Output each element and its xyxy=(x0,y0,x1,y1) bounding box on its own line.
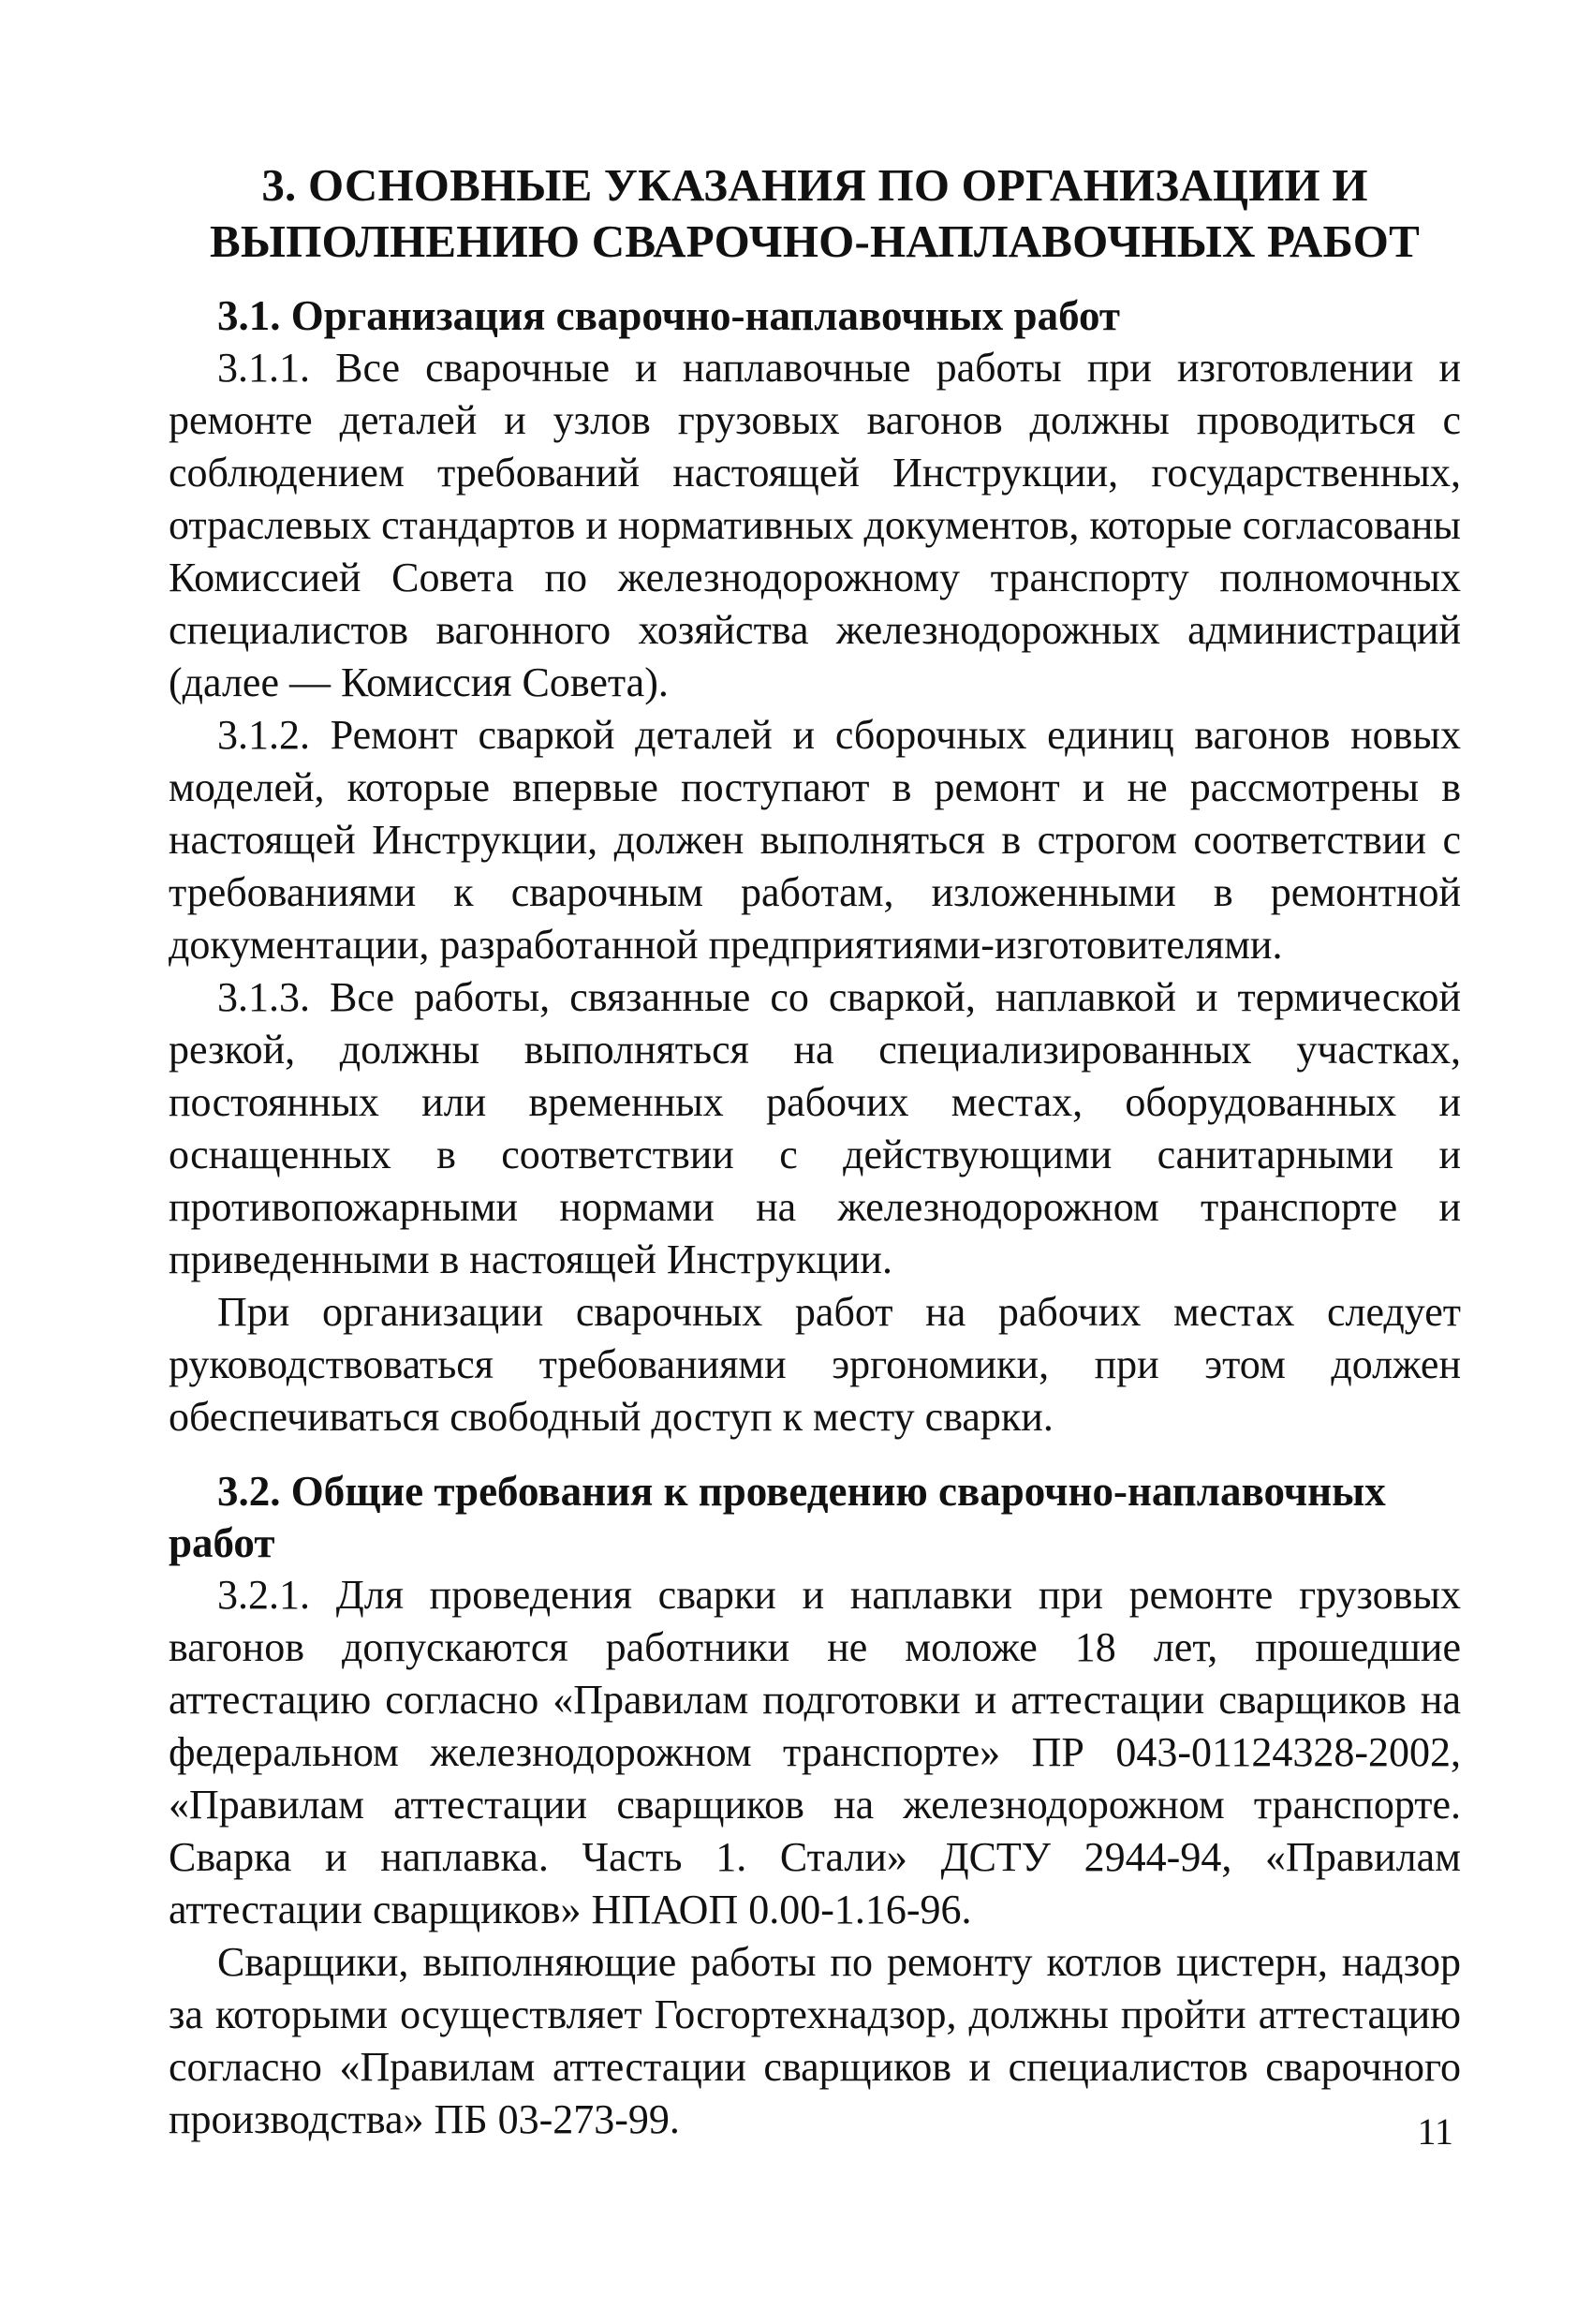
paragraph-3-1-1: 3.1.1. Все сварочные и наплавочные работы при изготовлении и ремонте деталей и узлов грузовых вагонов должны проводиться с соблюдением требований настоящей Инструкции, государственных, отраслевых стандартов и нормативных документов, которые согласованы Комиссией Совета по железнодорожному транспорту полномочных специалистов вагонного хозяйства железнодорожных администраций (далее — Комиссия Совета). xyxy=(169,345,1461,705)
chapter-title xyxy=(169,157,1461,270)
section-3-2-heading: 3.2. Общие требования к проведению сварочно-наплавочных работ xyxy=(169,1468,1386,1566)
paragraph-3-1-2: 3.1.2. Ремонт сваркой деталей и сборочных единиц вагонов новых моделей, которые впервые поступают в ремонт и не рассмотрены в настоящей Инструкции, должен выполняться в строгом соответствии с требованиями к сварочным работам, изложенными в ремонтной документации, разработанной предприятиями-изготовителями. xyxy=(169,712,1461,968)
page-number: 11 xyxy=(1417,2110,1453,2153)
page-body xyxy=(169,157,1461,2146)
chapter-title-line-2: ВЫПОЛНЕНИЮ СВАРОЧНО-НАПЛАВОЧНЫХ РАБОТ xyxy=(210,215,1420,267)
paragraph-ergonomics: При организации сварочных работ на рабочих местах следует руководствоваться требованиями эргономики, при этом должен обеспечиваться свободный доступ к месту сварки. xyxy=(169,1289,1461,1440)
paragraph-welders-certification: Сварщики, выполняющие работы по ремонту котлов цистерн, надзор за которыми осуществляет Госгортехнадзор, должны пройти аттестацию согласно «Правилам аттестации сварщиков и специалистов сварочного производства» ПБ 03-273-99. xyxy=(169,1939,1461,2142)
paragraph-3-1-3: 3.1.3. Все работы, связанные со сваркой, наплавкой и термической резкой, должны выполняться на специализированных участках, постоянных или временных рабочих местах, оборудованных и оснащенных в соответствии с действующими санитарными и противопожарными нормами на железнодорожном транспорте и приведенными в настоящей Инструкции. xyxy=(169,974,1461,1282)
paragraph-3-2-1: 3.2.1. Для проведения сварки и наплавки при ремонте грузовых вагонов допускаются работники не моложе 18 лет, прошедшие аттестацию согласно «Правилам подготовки и аттестации сварщиков на федеральном железнодорожном транспорте» ПР 043-01124328-2002, «Правилам аттестации сварщиков на железнодорожном транспорте. Сварка и наплавка. Часть 1. Стали» ДСТУ 2944-94, «Правилам аттестации сварщиков» НПАОП 0.00-1.16-96. xyxy=(169,1572,1461,1932)
section-3-1-heading: 3.1. Организация сварочно-наплавочных работ xyxy=(217,292,1121,339)
chapter-title-line-1: 3. ОСНОВНЫЕ УКАЗАНИЯ ПО ОРГАНИЗАЦИИ И xyxy=(261,159,1368,211)
